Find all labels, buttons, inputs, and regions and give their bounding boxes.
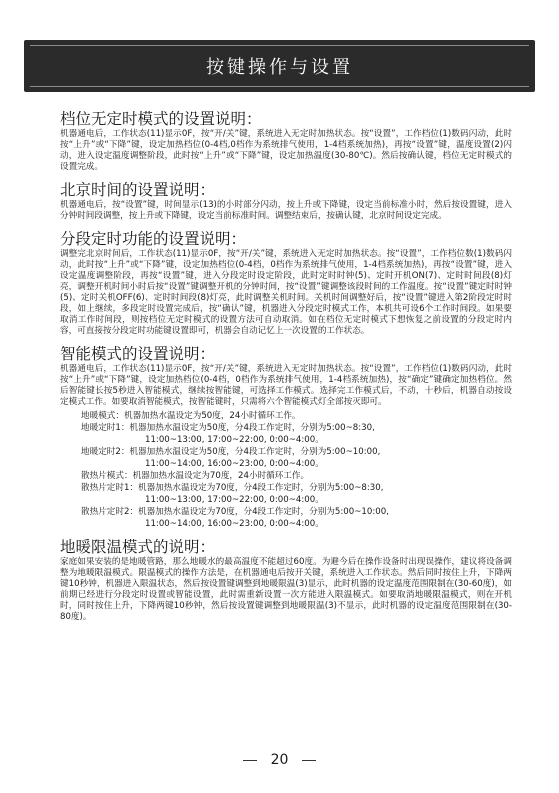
section-title: 分段定时功能的设置说明： [60, 230, 247, 248]
mode-item [60, 482, 512, 506]
mode-line: 散热片模式：机器加热水温设定为70度，24小时循环工作。 [81, 471, 310, 481]
mode-line: 地暖模式：机器加热水温设定为50度，24小时循环工作。 [81, 411, 301, 421]
mode-line: 散热片定时2：机器加热水温设定为70度，分4段工作定时，分别为5:00~10:00, [81, 507, 389, 517]
mode-line: 散热片定时1：机器加热水温设定为70度，分4段工作定时，分别为5:00~8:30, [81, 483, 384, 493]
section-title: 档位无定时模式的设置说明： [60, 110, 262, 128]
mode-item [60, 446, 512, 470]
page-number: 20 [270, 752, 289, 768]
section-segmented-timer [60, 230, 512, 337]
mode-line: 地暖定时1：机器加热水温设定为50度，分4段工作定时，分别为5:00~8:30, [81, 423, 375, 433]
section-smart-mode [60, 345, 512, 530]
section-text: 机器通电后，按“设置”键，时间显示(13)的小时部分闪动，按上升或下降键，设定当前标准小时，然后按设置键，进入分钟时间段调整，按上升或下降键，设定当前标准时间。调整结束后，按确认键，北京时间设定完成。 [60, 200, 512, 221]
page-footer [0, 752, 559, 768]
footer-dash-left [243, 760, 257, 761]
section-floor-heat-limit [60, 538, 512, 623]
mode-item [60, 422, 512, 446]
mode-line-cont: 11:00~13:00, 17:00~22:00, 0:00~4:00。 [145, 495, 324, 505]
mode-item [60, 506, 512, 530]
section-text: 家庭如果安装的是地暖管路，那么地暖水的最高温度不能超过60度。为避今后在操作设备时出现误操作，建议将设备调整为地暖限温模式。限温模式的操作方法是，在机器通电后按开关键，系统进入工作状态。然后同时按住上升，下降两键10秒钟，机器进入限温状态，然后按设置键调整到地暖限温(3)显示，此时机器的设定温度范围限制在(30-60度)，如前期已经进行分段定时设置或智能设置，此时需重新设置一次方能进入限温模式。如要取消地暖限温模式，则在开机时，同时按住上升，下降两键10秒钟，然后按设置键调整到地暖限温(3)不显示，此时机器的设定温度范围限制在(30-80度)。 [60, 557, 512, 622]
section-title: 北京时间的设置说明： [60, 181, 216, 199]
section-title: 智能模式的设置说明： [60, 345, 216, 363]
content-area [60, 110, 512, 631]
mode-line-cont: 11:00~14:00, 16:00~23:00, 0:00~4:00。 [145, 459, 324, 469]
section-text: 机器通电后，工作状态(11)显示0F，按“开/关”键，系统进入无定时加热状态。按“设置”，工作档位(1)数码闪动，此时按“上升”或“下降”键，设定加热档位(0-4档，0档作为系统排气使用，1-4档系统加热)，按“确定”键确定加热档位。然后智能键长按5秒进入智能模式，继续按智能键，可选择工作模式。选择完工作模式后，不动，十秒后，机器自动按设定模式工作。如要取消智能模式，按智能键时，只需将六个智能模式灯全部按灭即可。 [60, 364, 512, 407]
mode-item [60, 470, 512, 482]
mode-line-cont: 11:00~13:00, 17:00~22:00, 0:00~4:00。 [145, 435, 324, 445]
smart-mode-list [60, 410, 512, 530]
section-beijing-time [60, 181, 512, 222]
section-header-bar [24, 40, 535, 92]
header-top-rule [30, 45, 529, 46]
footer-dash-right [302, 760, 316, 761]
mode-line: 地暖定时2：机器加热水温设定为50度，分4段工作定时，分别为5:00~10:00, [81, 447, 381, 457]
mode-line-cont: 11:00~14:00, 16:00~23:00, 0:00~4:00。 [145, 519, 324, 529]
section-text: 调整完北京时间后，工作状态(11)显示0F，按“开/关”键，系统进入无定时加热状态。按“设置”，工作档位数(1)数码闪动，此时按“上升”或“下降”键，设定加热档位(0-4档，0档作为系统排气使用，1-4档系统加热)，再按“设置”键，进入设定温度调整阶段，再按“设置”键，进入分段定时设定阶段，此时定时时钟(5)、定时开机ON(7)、定时时间段(8)灯亮，调整开机时间小时后按“设置”键调整开机的分钟时间，按“设置”键调整该段时间的工作温度。按“设置”键定时时钟(5)、定时关机OFF(6)、定时时间段(8)灯亮，此时调整关机时间。关机时间调整好后，按“设置”键进入第2阶段定时时段，如上继续，多段定时设置完成后，按“确认”键，机器进入分段定时模式工作，本机共可设6个工作时间段。如果要取消工作时间段，则按档位无定时模式的设置方法可自动取消。如在档位无定时模式下想恢复之前设置的分段定时内容，可直接按分段定时功能键设置即可，机器会自动记忆上一次设置的工作状态。 [60, 249, 512, 336]
header-bottom-rule [30, 86, 529, 87]
mode-item [60, 410, 512, 422]
section-title: 地暖限温模式的说明： [60, 538, 216, 556]
section-text: 机器通电后，工作状态(11)显示0F，按“开/关”键，系统进入无定时加热状态。按“设置”，工作档位(1)数码闪动，此时按“上升”或“下降”键，设定加热档位(0-4档,0档作为系统排气使用，1-4档系统加热)，再按“设置”键，温度设置(2)闪动，进入设定温度调整阶段，此时按“上升”或“下降”键，设定加热温度(30-80℃)。然后按确认键，档位无定时模式的设置完成。 [60, 129, 512, 172]
page-title: 按键操作与设置 [206, 57, 353, 78]
section-gear-mode [60, 110, 512, 173]
